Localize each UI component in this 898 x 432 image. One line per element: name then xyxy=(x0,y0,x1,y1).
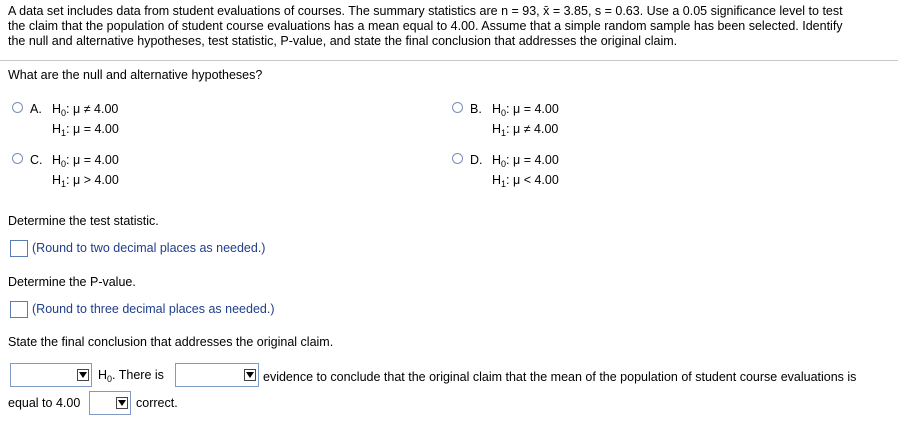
option-letter-a: A. xyxy=(30,102,42,116)
option-b-alt-hypothesis: $H_1$: μ ≠ 4.00 xyxy=(492,122,559,138)
conclusion-h0-text: $H_0$. There is xyxy=(98,368,164,384)
test-statistic-hint: (Round to two decimal places as needed.) xyxy=(32,241,266,255)
chevron-down-icon xyxy=(77,369,89,381)
option-a[interactable] xyxy=(12,99,312,141)
conclusion-correct-text: correct. xyxy=(136,396,178,410)
radio-button-b[interactable] xyxy=(452,102,463,113)
option-a-alt-hypothesis: $H_1$: μ = 4.00 xyxy=(52,122,119,138)
radio-button-d[interactable] xyxy=(452,153,463,164)
problem-line-2: the claim that the population of student course evaluations has a mean equal to 4.00. Assume that a simple random sample has been selected. Identify xyxy=(8,19,843,33)
conclusion-evidence-text: evidence to conclude that the original claim that the mean of the population of student course evaluations is xyxy=(263,370,857,384)
option-letter-c: C. xyxy=(30,153,43,167)
problem-statement xyxy=(8,4,888,49)
radio-button-c[interactable] xyxy=(12,153,23,164)
divider xyxy=(0,60,898,61)
problem-line-3: the null and alternative hypotheses, test statistic, P-value, and state the final conclusion that addresses the original claim. xyxy=(8,34,678,48)
p-value-hint: (Round to three decimal places as needed.) xyxy=(32,302,275,316)
chevron-down-icon xyxy=(244,369,256,381)
option-a-null-hypothesis: $H_0$: μ ≠ 4.00 xyxy=(52,102,119,118)
problem-line-1: A data set includes data from student evaluations of courses. The summary statistics are n = 93, x̄ = 3.85, s = 0.63. Use a 0.05 significance level to test xyxy=(8,4,843,18)
evidence-dropdown[interactable] xyxy=(175,363,259,387)
option-letter-d: D. xyxy=(470,153,483,167)
conclusion-equal-text: equal to 4.00 xyxy=(8,396,81,410)
option-b[interactable] xyxy=(452,99,752,141)
question-hypotheses-prompt: What are the null and alternative hypotheses? xyxy=(8,68,263,82)
option-b-null-hypothesis: $H_0$: μ = 4.00 xyxy=(492,102,559,118)
radio-button-a[interactable] xyxy=(12,102,23,113)
option-d-null-hypothesis: $H_0$: μ = 4.00 xyxy=(492,153,559,169)
option-c[interactable] xyxy=(12,150,312,192)
test-statistic-input[interactable] xyxy=(10,240,28,257)
option-d[interactable] xyxy=(452,150,752,192)
conclusion-prompt: State the final conclusion that addresses the original claim. xyxy=(8,335,334,349)
option-c-null-hypothesis: $H_0$: μ = 4.00 xyxy=(52,153,119,169)
is-isnot-dropdown[interactable] xyxy=(89,391,131,415)
option-letter-b: B. xyxy=(470,102,482,116)
p-value-prompt: Determine the P-value. xyxy=(8,275,136,289)
p-value-input[interactable] xyxy=(10,301,28,318)
reject-decision-dropdown[interactable] xyxy=(10,363,92,387)
option-c-alt-hypothesis: $H_1$: μ > 4.00 xyxy=(52,173,119,189)
option-d-alt-hypothesis: $H_1$: μ < 4.00 xyxy=(492,173,559,189)
chevron-down-icon xyxy=(116,397,128,409)
test-statistic-prompt: Determine the test statistic. xyxy=(8,214,159,228)
